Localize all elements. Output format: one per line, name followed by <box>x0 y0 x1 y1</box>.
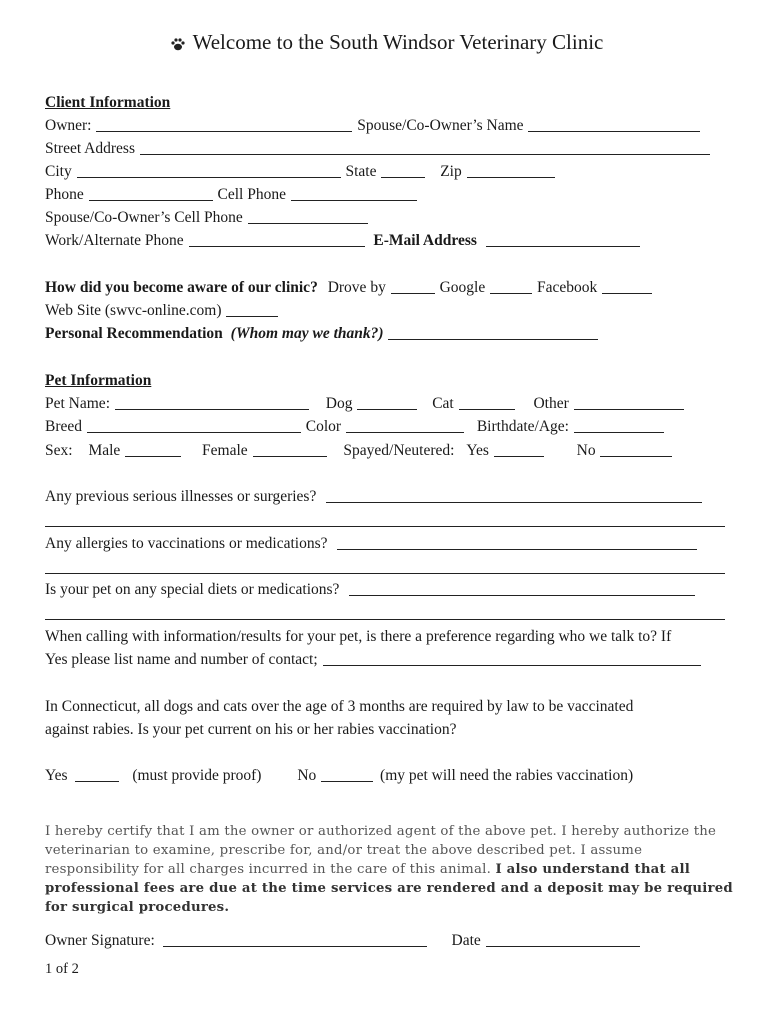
spouse-cell-row: Spouse/Co-Owner’s Cell Phone <box>45 207 369 229</box>
calling-row-2: Yes please list name and number of contact; <box>45 649 702 671</box>
rabies-answer-row: Yes (must provide proof) No (my pet will need the rabies vaccination) <box>45 767 634 784</box>
date-field[interactable] <box>486 930 640 947</box>
illness-row: Any previous serious illnesses or surgeries? <box>45 486 703 508</box>
female-field[interactable] <box>253 440 327 457</box>
diets-field[interactable] <box>349 579 695 596</box>
diets-field-line2[interactable] <box>45 619 725 620</box>
website-row: Web Site (swvc-online.com) <box>45 300 279 322</box>
dog-field[interactable] <box>357 393 417 410</box>
rabies-line-1: In Connecticut, all dogs and cats over the age of 3 months are required by law to be vaccinated <box>45 698 634 715</box>
signature-row: Owner Signature: Date <box>45 930 641 952</box>
pet-name-field[interactable] <box>115 393 309 410</box>
cell-phone-field[interactable] <box>291 184 417 201</box>
city-field[interactable] <box>77 161 341 178</box>
state-field[interactable] <box>381 161 425 178</box>
allergies-field[interactable] <box>337 533 697 550</box>
diets-row: Is your pet on any special diets or medications? <box>45 579 696 601</box>
work-phone-row: Work/Alternate Phone E-Mail Address <box>45 230 641 252</box>
client-info-heading: Client Information <box>45 94 171 111</box>
recommendation-field[interactable] <box>388 323 598 340</box>
rabies-line-2: against rabies. Is your pet current on his or her rabies vaccination? <box>45 721 457 738</box>
contact-field[interactable] <box>323 649 701 666</box>
illness-field[interactable] <box>326 486 702 503</box>
birthdate-field[interactable] <box>574 416 664 433</box>
sex-row: Sex: Male Female Spayed/Neutered: Yes No <box>45 440 673 462</box>
spayed-yes-field[interactable] <box>494 440 544 457</box>
other-field[interactable] <box>574 393 684 410</box>
owner-signature-field[interactable] <box>163 930 427 947</box>
calling-row-1: When calling with information/results for your pet, is there a preference regarding who we talk to? If <box>45 628 672 645</box>
city-row: City State Zip <box>45 161 556 183</box>
cat-field[interactable] <box>459 393 515 410</box>
street-row: Street Address <box>45 138 711 160</box>
rabies-no-field[interactable] <box>321 765 373 782</box>
owner-row: Owner: Spouse/Co-Owner’s Name <box>45 115 701 137</box>
drove-by-field[interactable] <box>391 277 435 294</box>
spouse-name-field[interactable] <box>528 115 700 132</box>
aware-row: How did you become aware of our clinic? Drove by Google Facebook <box>45 277 653 299</box>
certification-text: I hereby certify that I am the owner or authorized agent of the above pet. I hereby authorize the veterinarian to examine, prescribe for, and/or treat the above described pet. I assume responsibility for all charges incurred in the care of this animal. I also understand that all professional fees are due at the time services are rendered and a deposit may be required for surgical procedures. <box>45 824 733 915</box>
rabies-yes-field[interactable] <box>75 765 119 782</box>
breed-field[interactable] <box>87 416 301 433</box>
color-field[interactable] <box>346 416 464 433</box>
phone-row: Phone Cell Phone <box>45 184 418 206</box>
recommendation-row: Personal Recommendation (Whom may we thank?) <box>45 323 599 345</box>
phone-field[interactable] <box>89 184 213 201</box>
facebook-field[interactable] <box>602 277 652 294</box>
page-number: 1 of 2 <box>45 961 79 977</box>
website-field[interactable] <box>226 300 278 317</box>
spayed-no-field[interactable] <box>600 440 672 457</box>
owner-field[interactable] <box>96 115 352 132</box>
breed-row: Breed Color Birthdate/Age: <box>45 416 665 438</box>
spouse-cell-field[interactable] <box>248 207 368 224</box>
title-text: Welcome to the South Windsor Veterinary Clinic <box>192 30 604 54</box>
street-field[interactable] <box>140 138 710 155</box>
allergies-row: Any allergies to vaccinations or medications? <box>45 533 698 555</box>
pet-info-heading: Pet Information <box>45 372 152 389</box>
google-field[interactable] <box>490 277 532 294</box>
work-phone-field[interactable] <box>189 230 365 247</box>
male-field[interactable] <box>125 440 181 457</box>
page-title <box>0 28 770 56</box>
illness-field-line2[interactable] <box>45 526 725 527</box>
email-field[interactable] <box>486 230 640 247</box>
pet-name-row: Pet Name: Dog Cat Other <box>45 393 685 415</box>
paw-print-icon <box>167 35 187 53</box>
zip-field[interactable] <box>467 161 555 178</box>
allergies-field-line2[interactable] <box>45 573 725 574</box>
